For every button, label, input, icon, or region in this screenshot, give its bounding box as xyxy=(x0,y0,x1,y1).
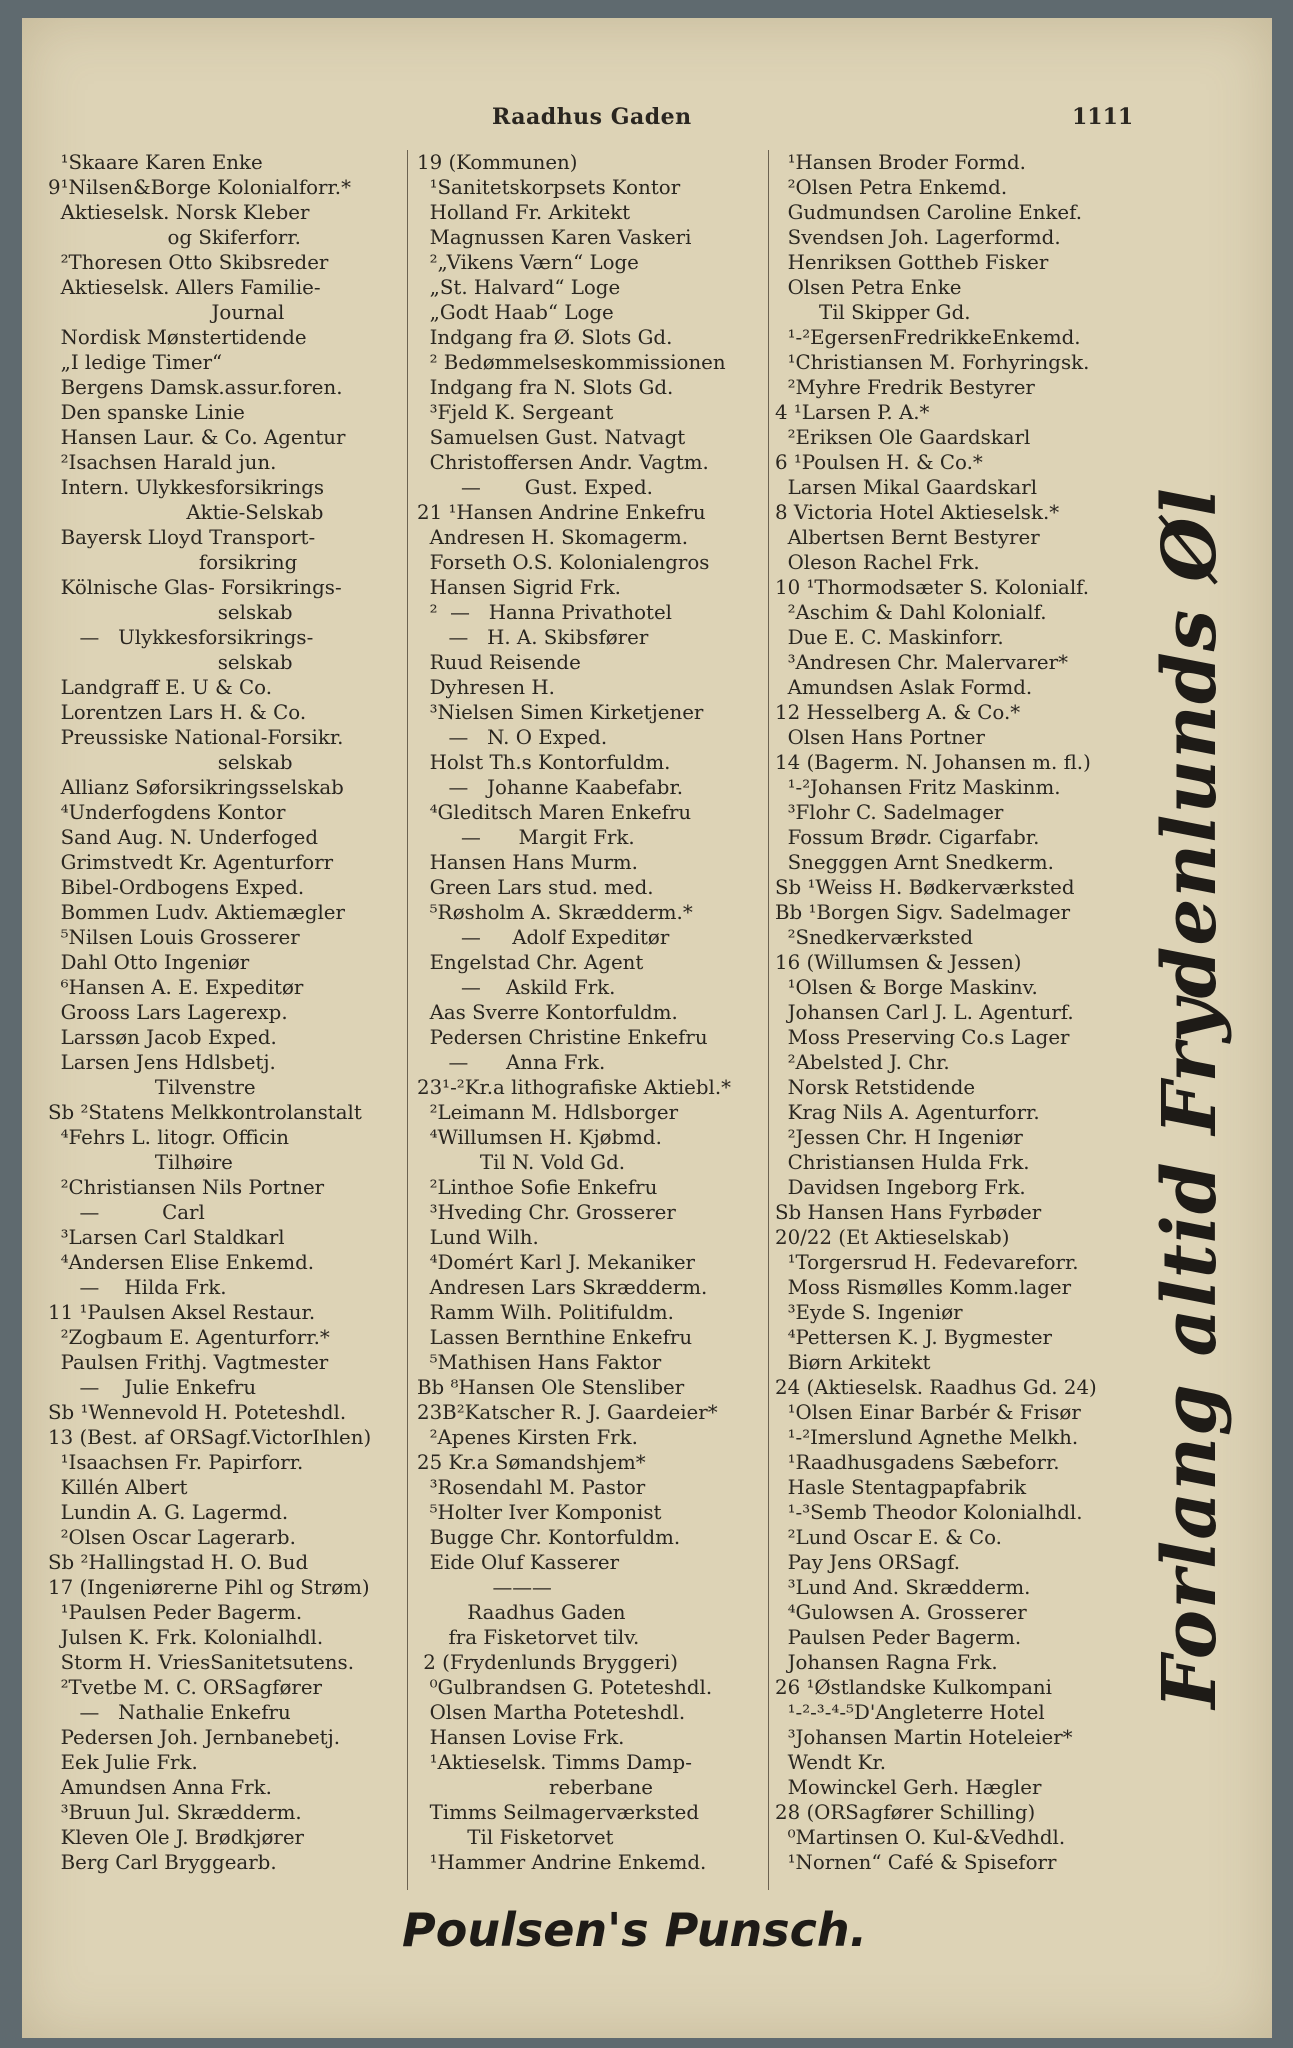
directory-entry: „St. Halvard“ Loge xyxy=(417,276,621,299)
directory-entry: 25 Kr.a Sømandshjem* xyxy=(417,1451,646,1474)
page-header xyxy=(22,104,1272,144)
directory-entry: 16 (Willumsen & Jessen) xyxy=(775,951,1022,974)
directory-entry: 23¹-²Kr.a lithografiske Aktiebl.* xyxy=(417,1076,732,1099)
directory-entry: 14 (Bagerm. N. Johansen m. fl.) xyxy=(775,751,1091,774)
directory-entry: Magnussen Karen Vaskeri xyxy=(417,226,692,249)
directory-entry: Lundin A. G. Lagermd. xyxy=(48,1501,289,1524)
directory-entry: Sb Hansen Hans Fyrbøder xyxy=(775,1201,1042,1224)
directory-entry: Davidsen Ingeborg Frk. xyxy=(775,1176,1026,1199)
directory-entry: ¹-²Imerslund Agnethe Melkh. xyxy=(775,1426,1079,1449)
vertical-advertisement xyxy=(1147,487,1233,1709)
directory-entry: 4 ¹Larsen P. A.* xyxy=(775,401,930,424)
directory-entry: Holland Fr. Arkitekt xyxy=(417,201,631,224)
directory-entry: ¹Isaachsen Fr. Papirforr. xyxy=(48,1451,304,1474)
directory-entry: 11 ¹Paulsen Aksel Restaur. xyxy=(48,1301,316,1324)
directory-entry: ⁵Røsholm A. Skrædderm.* xyxy=(417,901,693,924)
directory-entry: ²Lund Oscar E. & Co. xyxy=(775,1526,1002,1549)
directory-entry: Mowinckel Gerh. Hægler xyxy=(775,1776,1042,1799)
directory-entry: Bb ⁸Hansen Ole Stensliber xyxy=(417,1376,685,1399)
directory-entry: Til Fisketorvet xyxy=(417,1826,614,1849)
directory-entry: Christiansen Hulda Frk. xyxy=(775,1151,1030,1174)
directory-entry: Paulsen Frithj. Vagtmester xyxy=(48,1351,329,1374)
directory-entry: Samuelsen Gust. Natvagt xyxy=(417,426,686,449)
directory-entry: Moss Preserving Co.s Lager xyxy=(775,1026,1070,1049)
directory-entry: Dyhresen H. xyxy=(417,676,555,699)
directory-entry: — Adolf Expeditør xyxy=(417,926,670,949)
directory-entry: ⁶Hansen A. E. Expeditør xyxy=(48,976,304,999)
directory-entry: Sb ¹Wennevold H. Poteteshdl. xyxy=(48,1401,347,1424)
directory-entry: Tilhøire xyxy=(48,1151,233,1174)
directory-entry: ¹Hammer Andrine Enkemd. xyxy=(417,1851,707,1874)
bottom-advertisement: Poulsen's Punsch. xyxy=(402,1903,868,1957)
directory-entry: ¹Raadhusgadens Sæbeforr. xyxy=(775,1451,1060,1474)
directory-entry: Allianz Søforsikringsselskab xyxy=(48,776,344,799)
directory-entry: ⁰Martinsen O. Kul-&Vedhdl. xyxy=(775,1826,1066,1849)
directory-entry: Hansen Lovise Frk. xyxy=(417,1726,625,1749)
directory-entry: Dahl Otto Ingeniør xyxy=(48,951,250,974)
directory-entry: — Gust. Exped. xyxy=(417,476,653,499)
directory-entry: Sand Aug. N. Underfoged xyxy=(48,826,318,849)
directory-entry: ⁵Nilsen Louis Grosserer xyxy=(48,926,300,949)
directory-entry: Aktie-Selskab xyxy=(48,501,324,524)
directory-entry: Bayersk Lloyd Transport- xyxy=(48,526,316,549)
directory-entry: Olsen Martha Poteteshdl. xyxy=(417,1701,686,1724)
directory-entry: Wendt Kr. xyxy=(775,1751,886,1774)
directory-entry: ²Snedkerværksted xyxy=(775,926,973,949)
directory-entry: ³Bruun Jul. Skrædderm. xyxy=(48,1801,302,1824)
directory-entry: Andresen H. Skomagerm. xyxy=(417,526,689,549)
directory-entry: ¹Olsen & Borge Maskinv. xyxy=(775,976,1038,999)
directory-entry: Pedersen Christine Enkefru xyxy=(417,1026,708,1049)
directory-entry: ¹Hansen Broder Formd. xyxy=(775,151,1026,174)
directory-entry: ⁴Fehrs L. litogr. Officin xyxy=(48,1126,289,1149)
directory-entry: ²Myhre Fredrik Bestyrer xyxy=(775,376,1035,399)
column-divider xyxy=(407,150,408,1890)
directory-entry: ——— xyxy=(417,1576,552,1599)
column-divider xyxy=(768,150,769,1890)
directory-entry: ³Eyde S. Ingeniør xyxy=(775,1301,963,1324)
directory-entry: — Margit Frk. xyxy=(417,826,635,849)
directory-entry: — Carl xyxy=(48,1201,205,1224)
directory-entry: Paulsen Peder Bagerm. xyxy=(775,1626,1022,1649)
street-title: Raadhus Gaden xyxy=(492,104,692,130)
directory-entry: 2 (Frydenlunds Bryggeri) xyxy=(417,1651,678,1674)
directory-entry: Christoffersen Andr. Vagtm. xyxy=(417,451,709,474)
directory-entry: Eek Julie Frk. xyxy=(48,1751,198,1774)
directory-entry: 20/22 (Et Aktieselskab) xyxy=(775,1226,1010,1249)
directory-entry: Lorentzen Lars H. & Co. xyxy=(48,701,307,724)
directory-entry: Grimstvedt Kr. Agenturforr xyxy=(48,851,334,874)
directory-entry: ²„Vikens Værn“ Loge xyxy=(417,251,639,274)
directory-entry: Gudmundsen Caroline Enkef. xyxy=(775,201,1083,224)
directory-entry: Indgang fra N. Slots Gd. xyxy=(417,376,674,399)
directory-entry: Bergens Damsk.assur.foren. xyxy=(48,376,343,399)
directory-entry: Oleson Rachel Frk. xyxy=(775,551,980,574)
directory-entry: Pay Jens ORSagf. xyxy=(775,1551,961,1574)
directory-entry: 26 ¹Østlandske Kulkompani xyxy=(775,1676,1052,1699)
directory-entry: ²Isachsen Harald jun. xyxy=(48,451,277,474)
directory-entry: 12 Hesselberg A. & Co.* xyxy=(775,701,1021,724)
directory-entry: Norsk Retstidende xyxy=(775,1076,976,1099)
directory-entry: 9¹Nilsen&Borge Kolonialforr.* xyxy=(48,176,351,199)
directory-entry: 17 (Ingeniørerne Pihl og Strøm) xyxy=(48,1576,370,1599)
directory-entry: forsikring xyxy=(48,551,298,574)
directory-entry: Lassen Bernthine Enkefru xyxy=(417,1326,693,1349)
directory-entry: ⁴Gulowsen A. Grosserer xyxy=(775,1601,1027,1624)
directory-entry: ⁴Underfogdens Kontor xyxy=(48,801,286,824)
directory-entry: Moss Rismølles Komm.lager xyxy=(775,1276,1072,1299)
directory-entry: Journal xyxy=(48,301,285,324)
directory-entry: Snegggen Arnt Snedkerm. xyxy=(775,851,1054,874)
directory-entry: ⁵Holter Iver Komponist xyxy=(417,1501,662,1524)
directory-entry: Pedersen Joh. Jernbanebetj. xyxy=(48,1726,341,1749)
directory-entry: Sb ¹Weiss H. Bødkerværksted xyxy=(775,876,1075,899)
directory-entry: ¹Aktieselsk. Timms Damp- xyxy=(417,1751,692,1774)
directory-entry: 6 ¹Poulsen H. & Co.* xyxy=(775,451,983,474)
directory-entry: 23B²Katscher R. J. Gaardeier* xyxy=(417,1401,718,1424)
directory-entry: ³Rosendahl M. Pastor xyxy=(417,1476,646,1499)
directory-entry: — N. O Exped. xyxy=(417,726,608,749)
directory-entry: ² — Hanna Privathotel xyxy=(417,601,672,624)
directory-entry: ¹Nornen“ Café & Spiseforr xyxy=(775,1851,1057,1874)
directory-entry: Den spanske Linie xyxy=(48,401,245,424)
directory-entry: Johansen Carl J. L. Agenturf. xyxy=(775,1001,1074,1024)
directory-entry: ¹Christiansen M. Forhyringsk. xyxy=(775,351,1090,374)
directory-entry: — Julie Enkefru xyxy=(48,1376,257,1399)
directory-entry: — Ulykkesforsikrings- xyxy=(48,626,314,649)
directory-entry: ² Bedømmelseskommissionen xyxy=(417,351,726,374)
directory-entry: ²Jessen Chr. H Ingeniør xyxy=(775,1126,1023,1149)
directory-entry: Ramm Wilh. Politifuldm. xyxy=(417,1301,674,1324)
directory-entry: ²Olsen Oscar Lagerarb. xyxy=(48,1526,296,1549)
directory-entry: 21 ¹Hansen Andrine Enkefru xyxy=(417,501,706,524)
directory-entry: selskab xyxy=(48,651,293,674)
directory-entry: ⁵Mathisen Hans Faktor xyxy=(417,1351,662,1374)
directory-entry: Aas Sverre Kontorfuldm. xyxy=(417,1001,678,1024)
directory-entry: „Godt Haab“ Loge xyxy=(417,301,614,324)
directory-entry: ²Aschim & Dahl Kolonialf. xyxy=(775,601,1047,624)
directory-entry: ³Lund And. Skrædderm. xyxy=(775,1576,1031,1599)
directory-entry: Intern. Ulykkesforsikrings xyxy=(48,476,325,499)
directory-entry: 13 (Best. af ORSagf.VictorIhlen) xyxy=(48,1426,372,1449)
directory-entry: ³Nielsen Simen Kirketjener xyxy=(417,701,704,724)
directory-entry: Timms Seilmagerværksted xyxy=(417,1801,700,1824)
directory-entry: ²Eriksen Ole Gaardskarl xyxy=(775,426,1031,449)
directory-entry: ²Christiansen Nils Portner xyxy=(48,1176,325,1199)
directory-entry: Bommen Ludv. Aktiemægler xyxy=(48,901,345,924)
directory-entry: — Askild Frk. xyxy=(417,976,616,999)
directory-entry: Killén Albert xyxy=(48,1476,188,1499)
directory-entry: Andresen Lars Skrædderm. xyxy=(417,1276,708,1299)
directory-entry: ²Zogbaum E. Agenturforr.* xyxy=(48,1326,330,1349)
directory-entry: Biørn Arkitekt xyxy=(775,1351,931,1374)
directory-entry: 28 (ORSagfører Schilling) xyxy=(775,1801,1036,1824)
directory-entry: selskab xyxy=(48,601,293,624)
directory-entry: og Skiferforr. xyxy=(48,226,301,249)
directory-entry: Kleven Ole J. Brødkjører xyxy=(48,1826,305,1849)
directory-entry: Berg Carl Bryggearb. xyxy=(48,1851,277,1874)
directory-entry: Bibel-Ordbogens Exped. xyxy=(48,876,305,899)
column-right xyxy=(775,150,1155,1875)
directory-entry: ¹Paulsen Peder Bagerm. xyxy=(48,1601,303,1624)
directory-entry: Aktieselsk. Allers Familie- xyxy=(48,276,321,299)
directory-entry: ⁴Pettersen K. J. Bygmester xyxy=(775,1326,1053,1349)
page-number: 1111 xyxy=(1072,104,1134,130)
directory-entry: Julsen K. Frk. Kolonialhdl. xyxy=(48,1626,324,1649)
directory-entry: Hansen Sigrid Frk. xyxy=(417,576,621,599)
directory-entry: ³Andresen Chr. Malervarer* xyxy=(775,651,1068,674)
directory-entry: Storm H. VriesSanitetsutens. xyxy=(48,1651,354,1674)
directory-entry: ⁴Domért Karl J. Mekaniker xyxy=(417,1251,695,1274)
directory-entry: „I ledige Timer“ xyxy=(48,351,223,374)
directory-entry: ²Linthoe Sofie Enkefru xyxy=(417,1176,658,1199)
directory-entry: ¹-²Johansen Fritz Maskinm. xyxy=(775,776,1061,799)
column-middle xyxy=(417,150,787,1875)
directory-entry: — Anna Frk. xyxy=(417,1051,606,1074)
directory-entry: Fossum Brødr. Cigarfabr. xyxy=(775,826,1040,849)
directory-entry: ¹Sanitetskorpsets Kontor xyxy=(417,176,681,199)
directory-entry: Bb ¹Borgen Sigv. Sadelmager xyxy=(775,901,1071,924)
directory-entry: Preussiske National-Forsikr. xyxy=(48,726,344,749)
directory-entry: Henriksen Gottheb Fisker xyxy=(775,251,1049,274)
directory-entry: ¹-³Semb Theodor Kolonialhdl. xyxy=(775,1501,1083,1524)
directory-entry: Sb ²Hallingstad H. O. Bud xyxy=(48,1551,309,1574)
directory-entry: 10 ¹Thormodsæter S. Kolonialf. xyxy=(775,576,1090,599)
directory-entry: Kölnische Glas- Forsikrings- xyxy=(48,576,342,599)
directory-entry: ²Apenes Kirsten Frk. xyxy=(417,1426,638,1449)
directory-entry: Hasle Stentagpapfabrik xyxy=(775,1476,1027,1499)
directory-entry: ²Tvetbe M. C. ORSagfører xyxy=(48,1676,322,1699)
directory-entry: Til Skipper Gd. xyxy=(775,301,971,324)
directory-entry: Larsen Mikal Gaardskarl xyxy=(775,476,1038,499)
directory-entry: Bugge Chr. Kontorfuldm. xyxy=(417,1526,681,1549)
directory-entry: Hansen Laur. & Co. Agentur xyxy=(48,426,346,449)
directory-entry: Larsen Jens Hdlsbetj. xyxy=(48,1051,276,1074)
directory-entry: Holst Th.s Kontorfuldm. xyxy=(417,751,671,774)
directory-entry: Til N. Vold Gd. xyxy=(417,1151,626,1174)
directory-entry: — Nathalie Enkefru xyxy=(48,1701,291,1724)
directory-entry: Svendsen Joh. Lagerformd. xyxy=(775,226,1061,249)
directory-entry: Lund Wilh. xyxy=(417,1226,539,1249)
directory-entry: ⁴Willumsen H. Kjøbmd. xyxy=(417,1126,662,1149)
directory-entry: ⁴Andersen Elise Enkemd. xyxy=(48,1251,315,1274)
directory-entry: — H. A. Skibsfører xyxy=(417,626,649,649)
directory-entry: Due E. C. Maskinforr. xyxy=(775,626,1004,649)
directory-entry: — Hilda Frk. xyxy=(48,1276,227,1299)
directory-entry: Krag Nils A. Agenturforr. xyxy=(775,1101,1040,1124)
directory-entry: — Johanne Kaabefabr. xyxy=(417,776,684,799)
directory-entry: ¹Olsen Einar Barbér & Frisør xyxy=(775,1401,1081,1424)
directory-entry: ⁴Gleditsch Maren Enkefru xyxy=(417,801,692,824)
directory-entry: ¹-²EgersenFredrikkeEnkemd. xyxy=(775,326,1081,349)
directory-entry: selskab xyxy=(48,751,293,774)
directory-entry: reberbane xyxy=(417,1776,653,1799)
directory-entry: ³Johansen Martin Hoteleier* xyxy=(775,1726,1073,1749)
directory-entry: Grooss Lars Lagerexp. xyxy=(48,1001,288,1024)
directory-entry: Tilvenstre xyxy=(48,1076,256,1099)
directory-entry: Eide Oluf Kasserer xyxy=(417,1551,620,1574)
directory-entry: ³Fjeld K. Sergeant xyxy=(417,401,614,424)
directory-entry: Olsen Petra Enke xyxy=(775,276,962,299)
directory-entry: Aktieselsk. Norsk Kleber xyxy=(48,201,310,224)
directory-entry: Johansen Ragna Frk. xyxy=(775,1651,998,1674)
directory-entry: Nordisk Mønstertidende xyxy=(48,326,307,349)
directory-entry: fra Fisketorvet tilv. xyxy=(417,1626,640,1649)
directory-entry: Hansen Hans Murm. xyxy=(417,851,638,874)
directory-entry: ²Olsen Petra Enkemd. xyxy=(775,176,1008,199)
directory-entry: ³Flohr C. Sadelmager xyxy=(775,801,1004,824)
directory-entry: 8 Victoria Hotel Aktieselsk.* xyxy=(775,501,1060,524)
directory-entry: ¹Skaare Karen Enke xyxy=(48,151,263,174)
directory-entry: ³Larsen Carl Staldkarl xyxy=(48,1226,285,1249)
directory-entry: Green Lars stud. med. xyxy=(417,876,654,899)
directory-entry: ²Abelsted J. Chr. xyxy=(775,1051,950,1074)
directory-entry: Raadhus Gaden xyxy=(417,1601,626,1624)
directory-entry: Ruud Reisende xyxy=(417,651,581,674)
directory-entry: Sb ²Statens Melkkontrolanstalt xyxy=(48,1101,362,1124)
directory-entry: Amundsen Aslak Formd. xyxy=(775,676,1033,699)
directory-entry: Larssøn Jacob Exped. xyxy=(48,1026,277,1049)
directory-entry: ¹Torgersrud H. Fedevareforr. xyxy=(775,1251,1079,1274)
directory-entry: ²Leimann M. Hdlsborger xyxy=(417,1101,679,1124)
directory-entry: Albertsen Bernt Bestyrer xyxy=(775,526,1040,549)
directory-entry: Olsen Hans Portner xyxy=(775,726,985,749)
column-left xyxy=(48,150,423,1875)
directory-entry: Indgang fra Ø. Slots Gd. xyxy=(417,326,673,349)
directory-entry: ²Thoresen Otto Skibsreder xyxy=(48,251,329,274)
directory-entry: Engelstad Chr. Agent xyxy=(417,951,644,974)
directory-entry: ⁰Gulbrandsen G. Poteteshdl. xyxy=(417,1676,713,1699)
directory-entry: ¹-²-³-⁴-⁵D'Angleterre Hotel xyxy=(775,1701,1045,1724)
directory-entry: Forseth O.S. Kolonialengros xyxy=(417,551,710,574)
vertical-ad-text: Forlang altid Frydenlunds Øl xyxy=(1147,487,1233,1709)
directory-entry: 19 (Kommunen) xyxy=(417,151,578,174)
directory-entry: ³Hveding Chr. Grosserer xyxy=(417,1201,676,1224)
directory-entry: 24 (Aktieselsk. Raadhus Gd. 24) xyxy=(775,1376,1097,1399)
directory-entry: Amundsen Anna Frk. xyxy=(48,1776,272,1799)
directory-entry: Landgraff E. U & Co. xyxy=(48,676,273,699)
directory-page xyxy=(22,18,1272,2038)
